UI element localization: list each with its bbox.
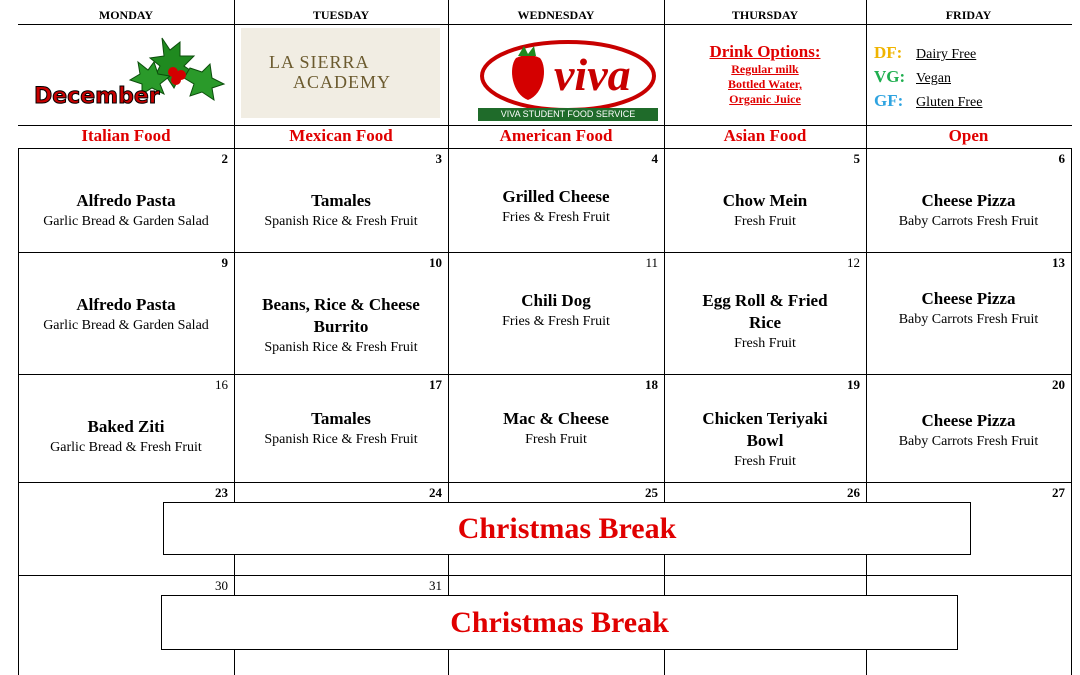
- meal-side: Garlic Bread & Garden Salad: [43, 318, 209, 333]
- grid-line: [234, 555, 235, 575]
- category-monday: Italian Food: [81, 126, 171, 145]
- meal-side: Baby Carrots Fresh Fruit: [898, 214, 1039, 229]
- viva-logo: [478, 38, 658, 122]
- day-header-friday: FRIDAY: [945, 8, 992, 22]
- grid-line: [866, 575, 867, 595]
- day-number: 26: [847, 485, 860, 500]
- meal-main: Chili Dog: [521, 291, 591, 310]
- day-number: 9: [221, 255, 228, 270]
- day-cell: [664, 482, 866, 502]
- grid-line: [18, 24, 1072, 25]
- day-number: 12: [847, 255, 860, 270]
- drink-options-title: Drink Options: [709, 42, 815, 61]
- meal-main: Chicken Teriyaki: [702, 409, 828, 428]
- day-header-tuesday: TUESDAY: [312, 8, 370, 22]
- day-cell: [448, 374, 664, 482]
- meal-main: Tamales: [311, 409, 371, 428]
- drink-option: Organic Juice: [729, 92, 801, 106]
- day-cell: [664, 252, 866, 374]
- day-cell: [234, 252, 448, 374]
- meal-main: Cheese Pizza: [921, 289, 1016, 308]
- grid-line: [866, 555, 867, 575]
- grid-line: [1071, 148, 1072, 675]
- day-cell: [866, 252, 1071, 374]
- day-number: 27: [1052, 485, 1065, 500]
- day-cell: [664, 374, 866, 482]
- day-cell: [18, 374, 234, 482]
- logo-line-1: LA SIERRA: [269, 52, 370, 72]
- meal-main: Alfredo Pasta: [76, 191, 176, 210]
- december-text: December: [34, 84, 160, 109]
- day-cell: [234, 482, 448, 502]
- christmas-break-banner: Christmas Break: [161, 595, 958, 650]
- meal-side: Baby Carrots Fresh Fruit: [898, 312, 1039, 327]
- day-cell: [18, 482, 234, 502]
- meal-side: Garlic Bread & Garden Salad: [43, 214, 209, 229]
- day-number: 5: [853, 151, 860, 166]
- meal-side: Fresh Fruit: [734, 214, 796, 229]
- meal-main: Mac & Cheese: [503, 409, 609, 428]
- grid-line: [448, 650, 449, 675]
- day-number: 19: [847, 377, 860, 392]
- grid-line: [866, 650, 867, 675]
- diet-legend: [874, 42, 1070, 114]
- grid-line: [448, 555, 449, 575]
- day-number: 30: [215, 578, 228, 593]
- meal-main: Chow Mein: [722, 191, 808, 210]
- day-cell: [866, 482, 1071, 502]
- day-cell: [866, 148, 1071, 252]
- drink-option: Bottled Water,: [728, 77, 802, 91]
- day-cell: [866, 374, 1071, 482]
- day-cell: [664, 148, 866, 252]
- day-cell: [448, 148, 664, 252]
- day-cell: [234, 575, 448, 595]
- meal-main: Tamales: [311, 191, 371, 210]
- la-sierra-academy-logo: [241, 28, 440, 118]
- meal-main: Beans, Rice & Cheese: [262, 295, 420, 314]
- day-cell: [448, 252, 664, 374]
- meal-side: Baby Carrots Fresh Fruit: [898, 434, 1039, 449]
- viva-banner: VIVA STUDENT FOOD SERVICE: [478, 108, 658, 121]
- day-number: 3: [435, 151, 442, 166]
- day-number: 6: [1058, 151, 1065, 166]
- day-number: 10: [429, 255, 442, 270]
- christmas-break-banner: Christmas Break: [163, 502, 971, 555]
- day-header-thursday: THURSDAY: [731, 8, 799, 22]
- day-cell: [448, 482, 664, 502]
- day-number: 17: [429, 377, 442, 392]
- meal-side: Fresh Fruit: [525, 432, 587, 447]
- day-number: 25: [645, 485, 658, 500]
- legend-item-dairy-free: DF: Dairy Free: [874, 43, 977, 62]
- grid-line: [664, 575, 665, 595]
- meal-main: Cheese Pizza: [921, 411, 1016, 430]
- december-logo: [30, 28, 230, 122]
- day-number: 18: [645, 377, 658, 392]
- grid-line: [664, 555, 665, 575]
- day-number: 4: [651, 151, 658, 166]
- day-header-monday: MONDAY: [98, 8, 154, 22]
- day-number: 2: [221, 151, 228, 166]
- day-cell: [18, 575, 234, 595]
- meal-main: Alfredo Pasta: [76, 295, 176, 314]
- day-header-wednesday: WEDNESDAY: [517, 8, 595, 22]
- day-number: 13: [1052, 255, 1065, 270]
- day-number: 31: [429, 578, 442, 593]
- day-cell: [18, 148, 234, 252]
- meal-main: Cheese Pizza: [921, 191, 1016, 210]
- meal-main: Egg Roll & Fried: [702, 291, 828, 310]
- legend-item-gluten-free: GF: Gluten Free: [874, 91, 983, 110]
- meal-side: Fresh Fruit: [734, 336, 796, 351]
- day-cell: [234, 148, 448, 252]
- viva-word: viva: [554, 49, 631, 100]
- drink-option: Regular milk: [731, 62, 799, 76]
- day-number: 20: [1052, 377, 1065, 392]
- logo-line-2: ACADEMY: [293, 72, 392, 92]
- grid-line: [664, 650, 665, 675]
- day-number: 24: [429, 485, 442, 500]
- legend-item-vegan: VG: Vegan: [874, 67, 951, 86]
- day-number: 23: [215, 485, 228, 500]
- day-cell: [234, 374, 448, 482]
- meal-side: Fries & Fresh Fruit: [502, 314, 610, 329]
- grid-line: [448, 575, 449, 595]
- day-cell: [18, 252, 234, 374]
- meal-main: Rice: [748, 313, 782, 332]
- day-number: 16: [215, 377, 228, 392]
- meal-side: Garlic Bread & Fresh Fruit: [50, 440, 202, 455]
- meal-side: Fresh Fruit: [734, 454, 796, 469]
- meal-side: Fries & Fresh Fruit: [502, 210, 610, 225]
- category-wednesday: American Food: [499, 126, 613, 145]
- menu-calendar: [18, 0, 1072, 675]
- meal-side: Spanish Rice & Fresh Fruit: [264, 340, 418, 355]
- meal-side: Spanish Rice & Fresh Fruit: [264, 432, 418, 447]
- meal-main: Bowl: [746, 431, 784, 450]
- meal-main: Grilled Cheese: [502, 187, 610, 206]
- meal-side: Spanish Rice & Fresh Fruit: [264, 214, 418, 229]
- category-tuesday: Mexican Food: [289, 126, 393, 145]
- grid-line: [234, 650, 235, 675]
- day-number: 11: [645, 255, 658, 270]
- meal-main: Baked Ziti: [87, 417, 165, 436]
- category-friday: Open: [948, 126, 989, 145]
- drink-options: Drink Options: Regular milk Bottled Water, Organic Juice: [664, 42, 866, 107]
- meal-main: Burrito: [313, 317, 369, 336]
- category-thursday: Asian Food: [723, 126, 807, 145]
